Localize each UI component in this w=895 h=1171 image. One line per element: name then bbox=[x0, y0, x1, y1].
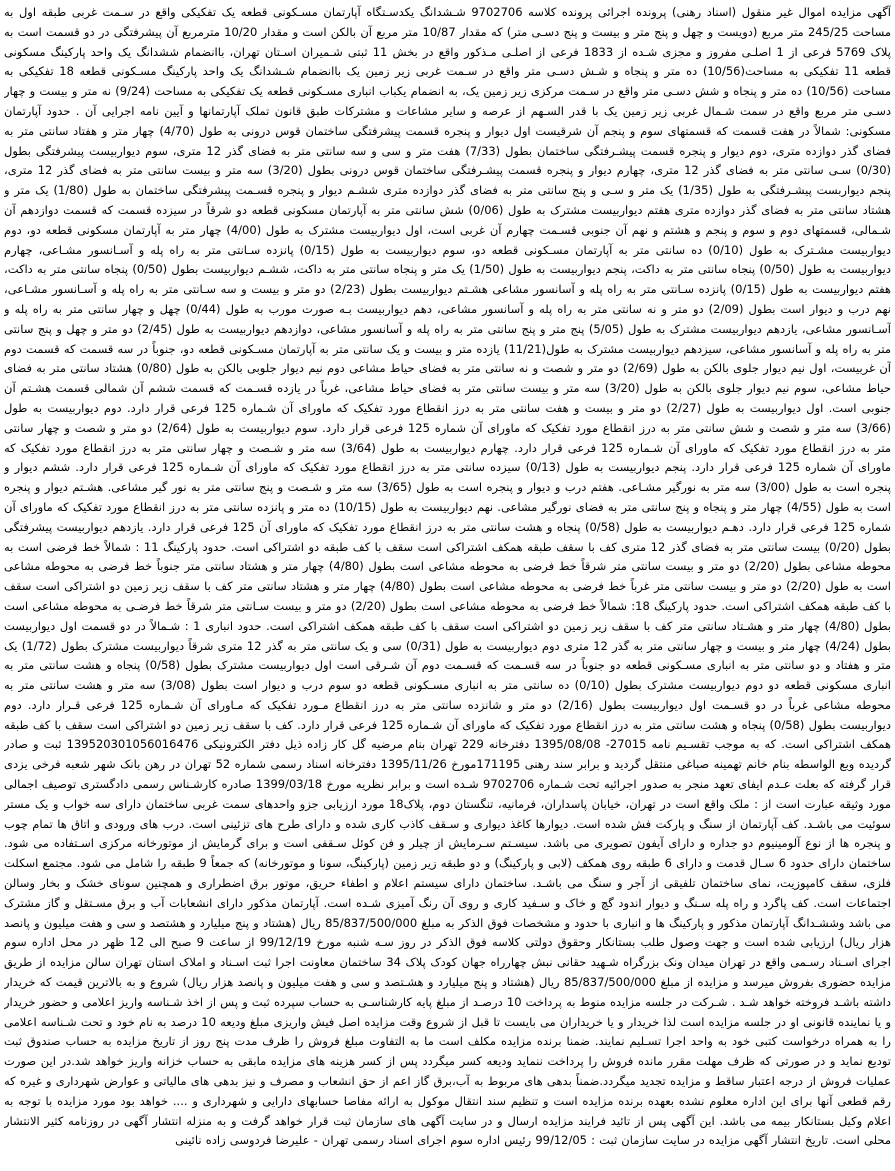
auction-notice bbox=[4, 3, 891, 1167]
auction-notice-text: آگهی مزایده اموال غیر منقول (اسناد رهنی) پرونده اجرائی پرونده کلاسه 9702706 شـشدانگ یکدسـتگاه آپارتمان مسـکونی قطعه یک تفکیکی واقع در سـمت غربی طبقه اول به مساحت 245/25 متر مربع (دویست و چهل و پنج متر و بیست و پنج دسـی متر) که مقدار 10/87 متر مربع آن بالکن است و مقدار 10/20 مترمربع آن پیشرفتگی در دو قسمت است به پلاک 5769 فرعی از 1 اصلـی مفروز و مجزی شـده از 1833 فرعی از اصلـی مـذکور واقع در بخش 11 ثبتی شـمیران اسـتان تهران، باانضمام ششدانگ یک واحد پارکینگ مسکونی قطعه 11 تفکیکی به مساحت(10/56) ده متر و پنجاه و شـش دسـی متر واقع در سـمت غربی زیر زمین یک باانضمام شـشدانگ یک واحد پارکینگ مسـکونی قطعه 18 تفکیکی به مساحت (10/56) ده متر و پنجاه و شش دسـی متر واقع در سـمت مرکزی زیر زمین یک، به انضمام یکباب انباری مسـکونی قطعه یک تفکیکی به مساحت (9/24) نه متر و بیست و چهار دسـی متر مربع واقع در سمت شـمال غربی زیر زمین یک با قدر السـهم از عرصه و سایر مشاعات و مشترکات طبق قانون تملک آپارتمانها و آیین نامه اجرایی آن . حدود آپارتمان مسکونی: شمالاً در هفت قسمت که قسمتهای سوم و پنجم آن شرقیست اول دیوار و پنجره قسمت پیشرفتگی ساختمان قوس درونی به طول (4/70) چهار متر و هفتاد سانتی متر به فضای گذر دوازده متری، دوم دیوار و پنجره قسمت پیشـرفتگی ساختمان بطول (7/33) هفت متر و سی و سه سانتی متر به فضای گذر 12 متری، سوم دیواربیست پیشرفتگی بطول (0/30) سـی سانتی متر به فضای گذر 12 متری، چهارم دیوار و پنجره قسمت پیشـرفتگی ساختمان قوس درونی بطول (3/20) سه متر و بیست سانتی متر به فضای گذر 12 متری، پنجم دیواربست پیشـرفتگی به طول (1/35) یک متر و سـی و پنج سانتی متر به فضای گذر دوازده متری ششـم دیوار و پنجره قسـمت پیشرفتگی ساختمان به طول (1/80) یک متر و هشتاد سانتی متر به فضای گذر دوازده متری هفتم دیواربیست مشترک به طول (0/06) شش سانتی متر به آپارتمان مسکونی قطعه دو شرقاً در سیزده قسمت که قسمت دوازدهم آن شـمالی، قسمتهای دوم و سوم و پنجم و هشتم و نهم آن جنوبی قسـمت چهارم آن غربی است، اول دیواربیست مشترک به طول (4/00) چهار متر به آپارتمان مسکونی قطعه دو، دوم دیواربیست مشـترک به طول (0/10) ده سانتی متر به آپارتمان مسـکونی قطعه دو، سوم دیواربیست به طول (0/15) پانزده سـانتی متر به راه پله و آسـانسور مشـاعی، چهارم دیواربیست به طول (0/50) پنجاه سانتی متر به داکت، پنجم دیواربیست به طول (1/50) یک متر و پنجاه سانتی متر به داکت، ششـم دیواربیست بطول (0/50) پنجاه سانتی متر به داکت، هفتم دیواربیست به طول (0/15) پانزده سـانتی متر به راه پله و آسانسور مشاعی هشـتم دیواربیست بطول (2/23) دو متر و بیست و سه سـانتی متر به راه پله و آسـانسور مشـاعی، نهم درب و دیوار است بطول (2/09) دو متر و نه سانتی متر به راه پله و آسانسور مشاعی، دهم دیواربیست بـه صورت مورب به طول (0/44) چهل و چهار سانتی متر به راه پله و آسـانسور مشاعی، یازدهم دیواربیست مشترک به طول (5/05) پنج متر و پنج سانتی متر به راه پله و آسانسور مشاعی، دوازدهم دیواربیست به طول (2/45) دو متر و چهل و پنج سانتی متر به راه پله و آسانسور مشاعی، سیزدهم دیواربیست مشترک به طول(11/21) یازده متر و بیست و یک سانتی متر به آپارتمان مسـکونی قطعه دو، جنوباً در سه قسمت که قسمت دوم آن غربیست، اول نیم دیوار جلوی بالکن به طول (2/69) دو متر و شصت و نه سانتی متر به فضای حیاط مشاعی دوم نیم دیوار جلوبی بالکن به طول (0/80) هشتاد سانتی متر به فضای حیاط مشاعی، سوم نیم دیوار جلوی بالکن به طول (3/20) سه متر و بیست سانتی متر به فضای حیاط مشاعی، غرباً در یازده قسـمت که قسمت ششم آن شمالی قسمت هشـتم آن جنوبی است. اول دیواربیست به طول (2/27) دو متر و بیست و هفت سانتی متر به درز انقطاع مورد تفکیک که ماورای آن شـماره 125 فرعی قرار دارد. دوم دیواربیست به طول (3/66) سه متر و شصت و شش سانتی متر به درز انقطاع مورد تفکیک که ماورای آن شماره 125 فرعی قرار دارد. سوم دیواربیست به طول (2/64) دو متر و شصت و چهار سانتی متر به درز انقطاع مورد تفکیک که ماورای آن شـماره 125 فرعی قرار دارد. چهارم دیواربیست به طول (3/64) سه متر و شـصت و چهار سانتی متر به درز انقطاع مورد تفکیک که ماورای آن شماره 125 فرعی قرار دارد. پنجم دیواربیست به طول (0/13) سیزده سانتی متر به درز انقطاع مورد تفکیک که ماورای آن شـماره 125 فرعی قرار دارد. ششم دیوار و پنجره است به طول (3/00) سه متر به نورگیر مشـاعی. هفتم درب و دیوار و پنجره است به طول (3/65) سه متر و شـصت و پنج سانتی متر به نور گیر مشاعی. هشـتم دیوار و پنجره است به طول (4/55) چهار متر و پنجاه و پنج سانتی متر به فضای نورگیر مشاعی. نهم دیواربیست به طول (10/15) ده متر و پانزده سانتی متر به درز انقطاع مورد تفکیک که ماورای آن شماره 125 فرعی قرار دارد. دهـم دیواربیست به طول (0/58) پنجاه و هشت سانتی متر به درز انقطاع مورد تفکیک که ماورای آن 125 فرعی قرار دارد. یازدهم دیواربیست پیشرفتگی بطول (0/20) بیست سانتی متر به فضای گذر 12 متری کف با سقف طبقه همکف اشتراکی است سقف با کف طبقه دو اشتراکی است. حدود پارکینگ 11 : شمالاً خط فرضی است به محوطه مشاعی بطول (2/20) دو متر و بیست سانتی متر شرقاً خط فرضی به محوطه مشاعی است بطول (4/80) چهار متر و هشتاد سانتی متر جنوباً خط فرضی به محوطه مشاعی است به طول (2/20) دو متر و بیست سانتی متر غرباً خط فرضی به محوطه مشاعی است بطول (4/80) چهار متر و هشتاد سانتی متر کف با سقف زیر زمین دو اشتراکی است سقف با کف طبقه همکف اشتراکی است. حدود پارکینگ 18: شمالاً خط فرضی به محوطه مشاعی است بطول (2/20) دو متر و بیست سـانتی متر شرقاً خط فرضـی به محوطه مشاعی است بطول (4/80) چهار متر و هشـتاد سانتی متر کف با سقف زیر زمین دو اشتراکی است سقف با کف طبقه همکف اشتراکی است. حدود انباری 1 : شـمالاً در دو قسمت اول دیواربیست بطول (4/24) چهار متر و بیست و چهار سانتی متر به گذر 12 متری دوم دیواربیست به طول (0/31) سی و یک سانتی متر به گذر 12 متری شرقاً دیواربیست مشترک بطول (1/72) یک متر و هفتاد و دو سانتی متر به انباری مسـکونی قطعه دو جنوباً در سه قسـمت که قسـمت دوم آن شـرقی است اول دیواربیست مشترک بطول (0/58) پنجاه و هشت سانتی متر به انباری مسکونی قطعه دو دوم دیواربیست مشترک بطول (0/10) ده سانتی متر به انباری مسـکونی قطعه دو سوم درب و دیوار است بطول (3/08) سه متر و هشت سانتی متر به محوطه مشاعی غرباً در دو قسـمت اول دیواربیست بطول (2/16) دو متر و شانزده سانتی متر به درز انقطاع مـورد تفکیک که مـاورای آن شـماره 125 فرعی قـرار دارد. دوم دیواربیست بطول (0/58) پنجاه و هشت سانتی متر به درز انقطاع مورد تفکیک که ماورای آن شـماره 125 فرعی قرار دارد. کف با سقف زیر زمین دو اشتراکی است سقف با کف طبقه همکف اشتراکی است. که به موجب تقسـیم نامه 27015- 1395/08/08 دفترخانه 229 تهران بنام مرضیه گل کار زاده ذیل دفتر الکترونیکی 139520301056016476 ثبت و صادر گردیده وبع الواسطه بنام خانم تهمینه صباغی منتقل گردید و برابر سند رهنی 171195مورخ 1395/11/26 دفترخانه اسناد رسمی شماره 52 تهران در رهن بانک شهر شعبه فرخی یزدی قرار گرفته که بعلت عـدم ایفای تعهد منجر به صدور اجرائیه تحت شـماره 9702706 شـده است و برابر نظریه مورخ 1399/03/18 صادره کارشـناس رسمی دادگستری توصیف اجمالی مورد وثیقه عبارت است از : ملک واقع است در تهران، خیابان پاسداران، فرمانیه، تنگستان دوم، پلاک18 مورد ارزیابی جزو واحدهای سمت غربی ساختمان دارای سه خواب و یک مستر سوئیت می باشـد. کف آپارتمان از سنگ و پارکت فش شده است. دیوارها کاغذ دیواری و سـقف کاذب کاری شده و دارای طرح های تزئینی است. درب های ورودی و اتاق ها تمام چوب و پنجره ها از نوع آلومینیوم دو جداره و دارای آیفون تصویری می باشد. سیسـتم سـرمایش از چیلر و فن کوئل سـقفی است و برای گرمایش از موتورخانه مرکزی اسـتفاده می شود. ساختمان دارای حدود 6 سـال قدمت و دارای 6 طبقه روی همکف (لابی و پارکینگ) و دو طبقه زیر زمین (پارکینگ، سونا و موتورخانه) که جمعاً 9 طبقه را شامل می شود. مجتمع اسکلت فلزی، سقف کامپوزیت، نمای ساختمان تلفیقی از آجر و سنگ می باشـد. ساختمان دارای سیستم اعلام و اطفاء حریق، موتور برق اضطراری و همچنین سونای خشک و بخار وسالن اجتماعات است. کف پاگرد و راه پله سـنگ و دیوار اندود گچ و خاک و سـفید کاری و روی آن رنگ آمیزی شـده است. آپارتمان مذکور دارای انشعابات آب و برق مسـتقل و گاز مشترک می باشد وششـدانگ آپارتمان مذکور و پارکینگ ها و انباری با حدود و مشخصات فوق الذکر به مبلغ 85/837/500/000 ریال (هشتاد و پنج میلیارد و هشتصد و سی و هفت میلیون و پانصد هزار ریال) ارزیابی شده است و جهت وصول طلب بستانکار وحقوق دولتی کلاسه فوق الذکر در روز سـه شنبه مورخ 99/12/19 از ساعت 9 صبح الی 12 ظهر در محل اداره سوم اجرای اسـناد رسـمی واقع در تهران میدان ونک بزرگراه شـهید حقانی نبش چهارراه جهان کودک پلاک 34 ساختمان معاونت اجرا ثبت اسـناد و املاک استان تهران سالن مزایده از طریق مزایده حضوری بفروش میرسد و مزایده از مبلغ 85/837/500/000 ریال (هشتاد و پنج میلیارد و هشـتصد و سی و هفت میلیون و پانصد هزار ریال) شروع و به بالاترین قیمت که خریدار داشته باشـد فروخته خواهد شـد . شـرکت در جلسه مزایده منوط به پرداخت 10 درصـد از مبلغ پایه کارشناسـی به حساب سپرده ثبت و پس از اخذ شـناسه واریز اعلامی و حضور خریدار و یا نماینده قانونی او در جلسه مزایده است لذا خریدار و یا خریداران می بایست تا قبل از شروع وقت مزایده اصل فیش واریزی مبلغ ودیعه 10 درصد به نام خود و تحت شـناسه اعلامی را به همراه درخواست کتبی خود به واحد اجرا تسـلیم نمایند. ضمنا برنده مزایده مکلف است ما به التفاوت مبلغ فروش را ظرف مدت پنج روز از تاریخ مزایده به حساب صندوق ثبت تودیع نماید و در صورتی که ظرف مهلت مقرر مانده فروش را پرداخت ننماید ودیعه کسر میگردد پس از کسر هزینه های مزایده مابقی به حساب خزانه واریز خواهد شد.در این صورت عملیات فروش از درجه اعتبار ساقط و مزایده تجدید میگردد.ضمناً بدهی های مربوط به آب،برق گاز اعم از حق انشعاب و مصرف و نیز بدهی های مالیاتی و عوارض شهرداری و غیره که رقم قطعی آنها برای این اداره معلوم نشده بعهده برنده مزایده است و تنظیم سند انتقال موکول به ارائه مفاصا حسابهای دارایی و شهرداری و .... خواهد بود مورد مزایده با توجه به اعلام وکیل بستانکار بیمه می باشد. این آگهی پس از تائید فرایند مزایده ارسال و در سایت آگهی های سازمان ثبت قرار خواهد گرفت و به منزله انتشار آگهی در روزنامه کثیر الانتشار محلی است. تاریخ انتشار آگهی مزایده در سایت سازمان ثبت : 99/12/05 رئیس اداره سوم اجرای اسناد رسمی تهران - علیرضا فردوسی زاده نائینی bbox=[4, 5, 891, 1148]
